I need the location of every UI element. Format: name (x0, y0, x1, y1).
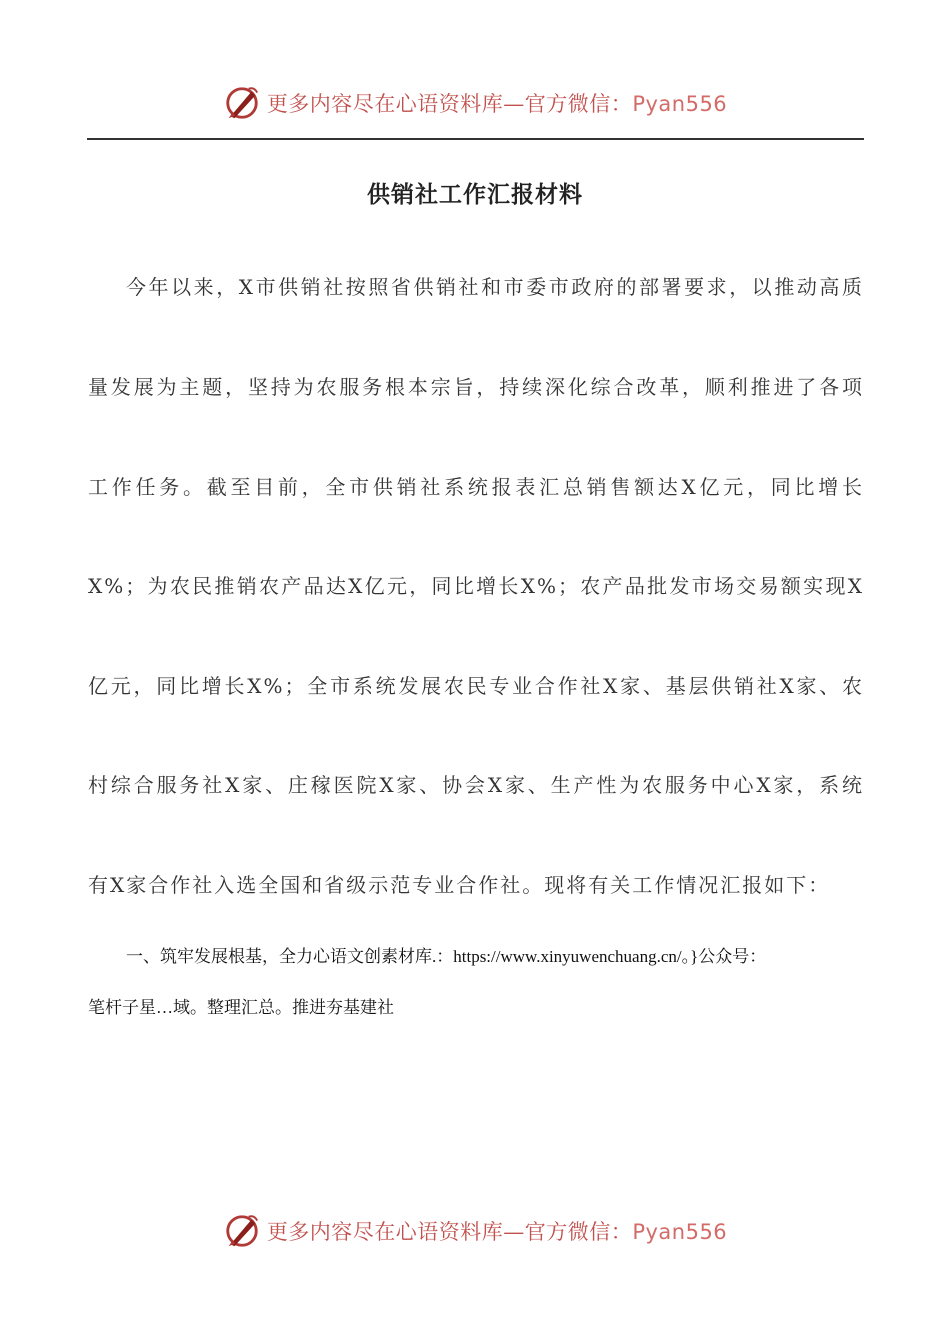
header-banner-text: 更多内容尽在心语资料库—官方微信：Pyan556 (266, 92, 728, 116)
footer-banner (0, 1206, 950, 1256)
document-title: 供销社工作汇报材料 (367, 181, 583, 208)
pen-logo-icon (223, 84, 261, 122)
header-banner (0, 78, 950, 128)
footer-banner-text: 更多内容尽在心语资料库—官方微信：Pyan556 (266, 1220, 728, 1244)
header-divider (87, 138, 864, 140)
paragraph-line: 亿元，同比增长X%；全市系统发展农民专业合作社X家、基层供销社X家、农 (88, 674, 864, 698)
section-line: 一、筑牢发展根基，全力心语文创素材库.：https://www.xinyuwenchuang.cn/。}公众号： (126, 947, 767, 966)
pen-logo-icon (223, 1212, 261, 1250)
paragraph-line: X%；为农民推销农产品达X亿元，同比增长X%；农产品批发市场交易额实现X (88, 574, 864, 598)
paragraph-line: 工作任务。截至目前，全市供销社系统报表汇总销售额达X亿元，同比增长 (88, 475, 864, 499)
paragraph-line: 量发展为主题，坚持为农服务根本宗旨，持续深化综合改革，顺利推进了各项 (88, 375, 864, 399)
footer-wechat-id: Pyan556 (632, 1220, 728, 1244)
header-wechat-id: Pyan556 (632, 92, 728, 116)
section-line: 笔杆子星…域。整理汇总。推进夯基建社 (88, 998, 394, 1017)
paragraph-line: 村综合服务社X家、庄稼医院X家、协会X家、生产性为农服务中心X家，系统 (88, 773, 864, 797)
paragraph-line: 有X家合作社入选全国和省级示范专业合作社。现将有关工作情况汇报如下： (88, 873, 831, 897)
paragraph-line: 今年以来，X市供销社按照省供销社和市委市政府的部署要求，以推动高质 (126, 275, 864, 299)
